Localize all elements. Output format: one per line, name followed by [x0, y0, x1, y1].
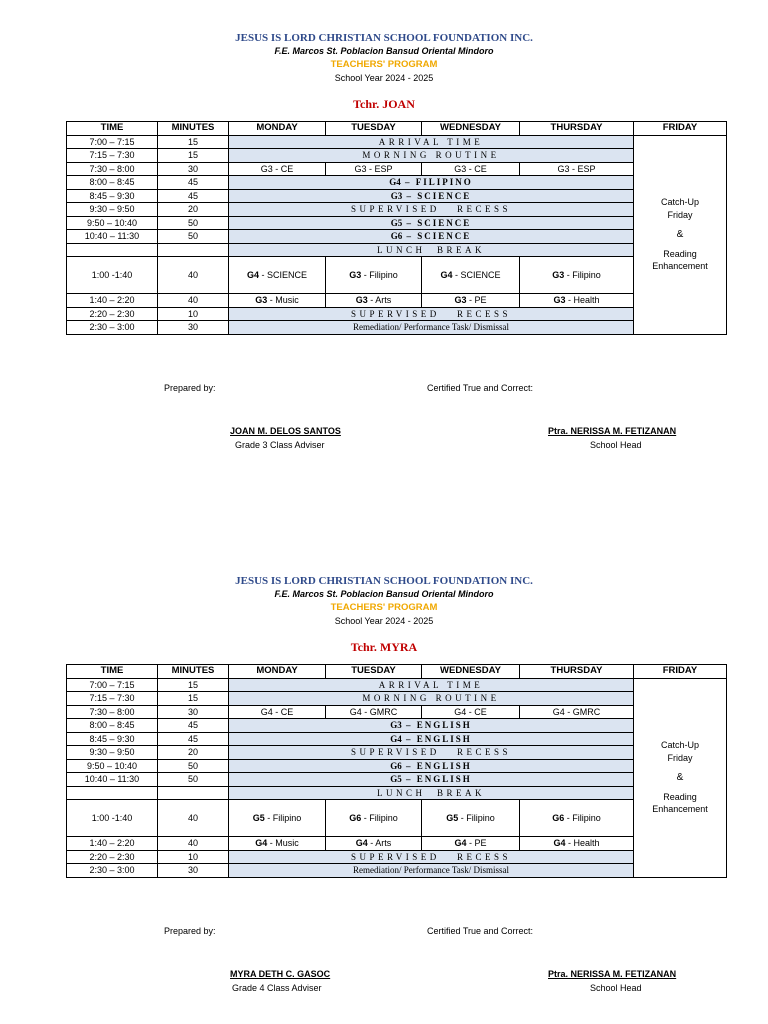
prepared-by-label: Prepared by:	[164, 383, 216, 393]
grade: G6	[552, 812, 565, 823]
grade: G5	[252, 812, 265, 823]
minutes-cell: 20	[158, 203, 229, 217]
subject: - Music	[267, 295, 299, 305]
subject: - GMRC	[564, 706, 601, 717]
preparer-name: MYRA DETH C. GASOC	[230, 969, 331, 979]
subject: - PE	[466, 838, 487, 848]
subject: - CE	[466, 163, 487, 174]
time-cell: 10:40 – 11:30	[67, 773, 158, 787]
minutes-cell: 40	[158, 837, 229, 851]
activity-cell: SUPERVISED RECESS	[229, 746, 634, 760]
time-cell: 1:40 – 2:20	[67, 294, 158, 308]
preparer-name: JOAN M. DELOS SANTOS	[230, 426, 341, 436]
subject: - CE	[466, 706, 487, 717]
table-row	[67, 162, 727, 176]
minutes-cell: 30	[158, 321, 229, 335]
minutes-cell: 30	[158, 705, 229, 719]
table-row	[67, 719, 727, 733]
wednesday-cell	[422, 705, 520, 719]
time-cell: 2:20 – 2:30	[67, 850, 158, 864]
activity-cell: ARRIVAL TIME	[229, 135, 634, 149]
activity-cell: LUNCH BREAK	[229, 243, 634, 257]
tuesday-cell	[326, 257, 422, 294]
activity-cell: ARRIVAL TIME	[229, 678, 634, 692]
activity-cell: SUPERVISED RECESS	[229, 203, 634, 217]
time-cell: 2:20 – 2:30	[67, 307, 158, 321]
activity: – SCIENCE	[402, 190, 472, 201]
col-header-friday: FRIDAY	[634, 122, 727, 136]
tuesday-cell	[326, 705, 422, 719]
table-row	[67, 837, 727, 851]
minutes-cell: 50	[158, 759, 229, 773]
table-row	[67, 864, 727, 878]
grade: G3	[260, 163, 273, 174]
time-cell: 1:40 – 2:20	[67, 837, 158, 851]
minutes-cell: 15	[158, 678, 229, 692]
friday-line2: Friday	[667, 752, 693, 763]
friday-line1: Catch-Up	[660, 197, 699, 208]
wednesday-cell	[422, 294, 520, 308]
schedule-table	[66, 121, 727, 335]
minutes-cell: 45	[158, 719, 229, 733]
table-row	[67, 850, 727, 864]
table-row	[67, 203, 727, 217]
grade: G6	[349, 812, 362, 823]
friday-line1: Catch-Up	[660, 740, 699, 751]
time-cell: 7:00 – 7:15	[67, 135, 158, 149]
monday-cell	[229, 294, 326, 308]
table-row	[67, 243, 727, 257]
grade: G4	[553, 838, 566, 848]
activity: – ENGLISH	[401, 720, 472, 730]
grade: G4	[255, 838, 268, 848]
wednesday-cell	[422, 162, 520, 176]
grade: G3	[255, 295, 268, 305]
grade: G4	[454, 706, 467, 717]
table-row	[67, 135, 727, 149]
activity-cell: LUNCH BREAK	[229, 786, 634, 800]
time-cell: 8:45 – 9:30	[67, 732, 158, 746]
grade: G3	[454, 295, 467, 305]
monday-cell	[229, 257, 326, 294]
minutes-cell: 45	[158, 189, 229, 203]
minutes-cell: 40	[158, 257, 229, 294]
tuesday-cell	[326, 800, 422, 837]
time-cell: 8:00 – 8:45	[67, 719, 158, 733]
friday-cell	[634, 678, 727, 877]
subject: - CE	[272, 163, 294, 174]
col-header-time: TIME	[67, 122, 158, 136]
subject: - ESP	[569, 163, 596, 174]
subject: - Filipino	[361, 269, 398, 280]
activity-cell	[229, 189, 634, 203]
teacher-name: Tchr. MYRA	[350, 640, 418, 654]
friday-line2: Friday	[667, 209, 693, 220]
table-row	[67, 773, 727, 787]
minutes-cell: 45	[158, 732, 229, 746]
thursday-cell	[520, 800, 634, 837]
monday-cell	[229, 837, 326, 851]
activity-cell	[229, 230, 634, 244]
table-row	[67, 759, 727, 773]
subject: - Health	[565, 838, 600, 848]
time-cell: 9:30 – 9:50	[67, 746, 158, 760]
table-row	[67, 705, 727, 719]
table-row	[67, 189, 727, 203]
wednesday-cell	[422, 257, 520, 294]
wednesday-cell	[422, 800, 520, 837]
col-header-minutes: MINUTES	[158, 665, 229, 679]
minutes-cell	[158, 243, 229, 257]
table-row	[67, 307, 727, 321]
activity: – FILIPINO	[400, 177, 473, 187]
tuesday-cell	[326, 837, 422, 851]
time-cell: 7:00 – 7:15	[67, 678, 158, 692]
table-row	[67, 216, 727, 230]
grade: G3	[354, 163, 367, 174]
col-header-monday: MONDAY	[229, 665, 326, 679]
thursday-cell	[520, 705, 634, 719]
grade: G3	[355, 295, 368, 305]
friday-amp: &	[676, 772, 684, 784]
time-cell: 9:50 – 10:40	[67, 759, 158, 773]
activity-cell	[229, 216, 634, 230]
subject: - SCIENCE	[259, 269, 308, 280]
certified-label: Certified True and Correct:	[427, 926, 534, 936]
subject: - GMRC	[361, 706, 398, 717]
time-cell: 8:00 – 8:45	[67, 176, 158, 190]
school-address: F.E. Marcos St. Poblacion Bansud Oriental Mindoro	[274, 46, 494, 56]
minutes-cell: 40	[158, 294, 229, 308]
grade: G5	[446, 812, 459, 823]
minutes-cell: 15	[158, 692, 229, 706]
activity-cell: Remediation/ Performance Task/ Dismissal	[229, 864, 634, 878]
grade: G4	[260, 706, 273, 717]
friday-line3: Reading	[663, 791, 697, 802]
grade: G4	[355, 838, 368, 848]
table-row	[67, 230, 727, 244]
grade: G5	[390, 217, 403, 228]
grade: G3	[390, 720, 402, 730]
head-name: Ptra. NERISSA M. FETIZANAN	[548, 426, 677, 436]
monday-cell	[229, 800, 326, 837]
school-address: F.E. Marcos St. Poblacion Bansud Oriental Mindoro	[274, 589, 494, 599]
time-cell	[67, 243, 158, 257]
time-cell: 2:30 – 3:00	[67, 864, 158, 878]
col-header-thursday: THURSDAY	[520, 122, 634, 136]
prepared-by-label: Prepared by:	[164, 926, 216, 936]
grade: G6	[390, 760, 402, 771]
subject: - Arts	[367, 295, 392, 305]
time-cell: 7:30 – 8:00	[67, 162, 158, 176]
subject: - Music	[267, 838, 299, 848]
col-header-tuesday: TUESDAY	[326, 122, 422, 136]
col-header-wednesday: WEDNESDAY	[422, 122, 520, 136]
table-row	[67, 692, 727, 706]
grade: G4	[349, 706, 362, 717]
minutes-cell: 15	[158, 149, 229, 163]
activity-cell	[229, 719, 634, 733]
friday-cell	[634, 135, 727, 334]
school-name: JESUS IS LORD CHRISTIAN SCHOOL FOUNDATION INC.	[235, 575, 533, 587]
minutes-cell	[158, 786, 229, 800]
friday-line4: Enhancement	[652, 261, 708, 272]
schedule-table	[66, 664, 727, 878]
teacher-name: Tchr. JOAN	[353, 97, 415, 111]
school-year: School Year 2024 - 2025	[334, 73, 434, 83]
table-row	[67, 800, 727, 837]
activity-cell	[229, 732, 634, 746]
time-cell: 9:30 – 9:50	[67, 203, 158, 217]
subject: - ESP	[366, 163, 393, 174]
col-header-friday: FRIDAY	[634, 665, 727, 679]
minutes-cell: 50	[158, 230, 229, 244]
activity: – ENGLISH	[401, 733, 472, 744]
preparer-title: Grade 3 Class Adviser	[235, 440, 325, 450]
thursday-cell	[520, 257, 634, 294]
thursday-cell	[520, 162, 634, 176]
grade: G4	[440, 269, 453, 280]
minutes-cell: 30	[158, 162, 229, 176]
activity-cell	[229, 759, 634, 773]
preparer-title: Grade 4 Class Adviser	[232, 983, 322, 993]
grade: G4	[389, 177, 401, 187]
time-cell: 7:15 – 7:30	[67, 692, 158, 706]
activity: – SCIENCE	[402, 231, 472, 241]
header-row	[67, 122, 727, 136]
time-cell: 1:00 -1:40	[67, 257, 158, 294]
time-cell: 9:50 – 10:40	[67, 216, 158, 230]
time-cell: 2:30 – 3:00	[67, 321, 158, 335]
minutes-cell: 50	[158, 216, 229, 230]
head-name: Ptra. NERISSA M. FETIZANAN	[548, 969, 677, 979]
grade: G3	[349, 269, 362, 280]
time-cell: 7:30 – 8:00	[67, 705, 158, 719]
minutes-cell: 40	[158, 800, 229, 837]
program-title: TEACHERS' PROGRAM	[330, 59, 438, 70]
minutes-cell: 10	[158, 307, 229, 321]
time-cell: 10:40 – 11:30	[67, 230, 158, 244]
subject: - Health	[565, 295, 600, 305]
friday-line4: Enhancement	[652, 804, 708, 815]
header-row	[67, 665, 727, 679]
monday-cell	[229, 705, 326, 719]
grade: G4	[454, 838, 467, 848]
head-title: School Head	[590, 983, 642, 993]
grade: G3	[454, 163, 467, 174]
activity: – ENGLISH	[401, 760, 472, 771]
minutes-cell: 30	[158, 864, 229, 878]
subject: - CE	[272, 706, 294, 717]
certified-label: Certified True and Correct:	[427, 383, 534, 393]
activity: – SCIENCE	[402, 217, 472, 228]
tuesday-cell	[326, 294, 422, 308]
program-title: TEACHERS' PROGRAM	[330, 602, 438, 613]
grade: G6	[390, 231, 403, 241]
wednesday-cell	[422, 837, 520, 851]
table-row	[67, 732, 727, 746]
minutes-cell: 10	[158, 850, 229, 864]
grade: G3	[557, 163, 570, 174]
grade: G5	[390, 774, 402, 784]
grade: G4	[246, 269, 259, 280]
col-header-wednesday: WEDNESDAY	[422, 665, 520, 679]
subject: - SCIENCE	[452, 269, 501, 280]
grade: G3	[390, 190, 403, 201]
table-row	[67, 678, 727, 692]
grade: G3	[553, 295, 566, 305]
table-row	[67, 257, 727, 294]
table-row	[67, 149, 727, 163]
activity-cell: MORNING ROUTINE	[229, 149, 634, 163]
activity-cell: Remediation/ Performance Task/ Dismissal	[229, 321, 634, 335]
tuesday-cell	[326, 162, 422, 176]
table-row	[67, 321, 727, 335]
monday-cell	[229, 162, 326, 176]
col-header-minutes: MINUTES	[158, 122, 229, 136]
subject: - Filipino	[458, 812, 495, 823]
minutes-cell: 20	[158, 746, 229, 760]
school-name: JESUS IS LORD CHRISTIAN SCHOOL FOUNDATION INC.	[235, 32, 533, 44]
subject: - PE	[466, 295, 487, 305]
thursday-cell	[520, 294, 634, 308]
activity: – ENGLISH	[401, 774, 472, 784]
minutes-cell: 45	[158, 176, 229, 190]
friday-line3: Reading	[663, 248, 697, 259]
time-cell	[67, 786, 158, 800]
time-cell: 8:45 – 9:30	[67, 189, 158, 203]
minutes-cell: 15	[158, 135, 229, 149]
school-year: School Year 2024 - 2025	[334, 616, 434, 626]
col-header-time: TIME	[67, 665, 158, 679]
grade: G3	[552, 269, 565, 280]
col-header-thursday: THURSDAY	[520, 665, 634, 679]
activity-cell: SUPERVISED RECESS	[229, 850, 634, 864]
grade: G4	[552, 706, 565, 717]
subject: - Filipino	[564, 269, 601, 280]
minutes-cell: 50	[158, 773, 229, 787]
subject: - Filipino	[264, 812, 302, 823]
thursday-cell	[520, 837, 634, 851]
activity-cell	[229, 176, 634, 190]
time-cell: 1:00 -1:40	[67, 800, 158, 837]
activity-cell: SUPERVISED RECESS	[229, 307, 634, 321]
table-row	[67, 746, 727, 760]
grade: G4	[390, 733, 402, 744]
time-cell: 7:15 – 7:30	[67, 149, 158, 163]
activity-cell: MORNING ROUTINE	[229, 692, 634, 706]
activity-cell	[229, 773, 634, 787]
friday-amp: &	[676, 229, 684, 241]
col-header-monday: MONDAY	[229, 122, 326, 136]
subject: - Filipino	[361, 812, 398, 823]
table-row	[67, 294, 727, 308]
table-row	[67, 786, 727, 800]
subject: - Arts	[367, 838, 392, 848]
col-header-tuesday: TUESDAY	[326, 665, 422, 679]
table-row	[67, 176, 727, 190]
subject: - Filipino	[564, 812, 601, 823]
head-title: School Head	[590, 440, 642, 450]
